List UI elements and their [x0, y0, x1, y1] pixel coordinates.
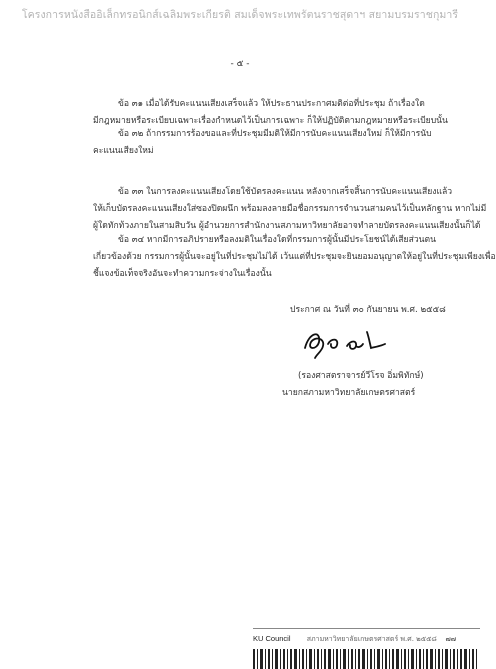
barcode-graphic	[253, 649, 480, 669]
footer-document-title: สภามหาวิทยาลัยเกษตรศาสตร์ พ.ศ. ๒๕๕๘	[306, 635, 437, 643]
announcement-date: ประกาศ ณ วันที่ ๓๐ กันยายน พ.ศ. ๒๕๕๘	[290, 305, 446, 315]
footer-brand: KU Council	[253, 634, 291, 643]
clause-line: มีกฎหมายหรือระเบียบเฉพาะเรื่องกำหนดไว้เป็นการเฉพาะ ก็ให้ปฏิบัติตามกฎหมายหรือระเบียบนั้น	[93, 116, 448, 126]
clause-34	[93, 232, 496, 283]
signer-name: (รองศาสตราจารย์วีโรจ อิ่มพิทักษ์)	[298, 371, 424, 381]
clause-line: ชี้แจงข้อเท็จจริงอันจะทำความกระจ่างในเรื่องนั้น	[93, 269, 272, 279]
clause-33	[93, 184, 487, 235]
clause-line: คะแนนเสียงใหม่	[93, 146, 154, 156]
clause-line: เกี่ยวข้องด้วย กรรมการผู้นั้นจะอยู่ในที่ประชุมไม่ได้ เว้นแต่ที่ประชุมจะยินยอมอนุญาตให้อยู่ในที่ประชุมเพียงเพื่อ	[93, 252, 496, 262]
header-banner: โครงการหนังสืออิเล็กทรอนิกส์เฉลิมพระเกียรติ สมเด็จพระเทพรัตนราชสุดาฯ สยามบรมราชกุมารี	[21, 9, 459, 21]
clause-32	[93, 126, 432, 160]
clause-line: ข้อ ๓๒ ถ้ากรรมการร้องขอและที่ประชุมมีมติให้มีการนับคะแนนเสียงใหม่ ก็ให้มีการนับ	[118, 129, 432, 139]
page-footer	[253, 634, 480, 645]
footer-rule	[253, 628, 480, 629]
footer-page-number: ๗๗	[445, 635, 456, 643]
page-number: - ๕ -	[230, 59, 250, 69]
clause-31	[93, 96, 448, 130]
signer-title: นายกสภามหาวิทยาลัยเกษตรศาสตร์	[282, 388, 416, 398]
handwritten-signature	[295, 320, 390, 360]
clause-line: ผู้ใดทักท้วงภายในสามสิบวัน ผู้อำนวยการสำนักงานสภามหาวิทยาลัยอาจทำลายบัตรลงคะแนนเสียงนั้นก็ได้	[93, 221, 481, 231]
clause-line: ข้อ ๓๔ หากมีการอภิปรายหรือลงมติในเรื่องใดที่กรรมการผู้นั้นมีประโยชน์ได้เสียส่วนตน	[118, 235, 436, 245]
clause-line: ข้อ ๓๑ เมื่อได้รับคะแนนเสียงเสร็จแล้ว ให้ประธานประกาศมติต่อที่ประชุม ถ้าเรื่องใด	[118, 99, 425, 109]
clause-line: ให้เก็บบัตรลงคะแนนเสียงใส่ซองปิดผนึก พร้อมลงลายมือชื่อกรรมการจำนวนสามคนไว้เป็นหลักฐาน หากไม่มี	[93, 204, 487, 214]
clause-line: ข้อ ๓๓ ในการลงคะแนนเสียงโดยใช้บัตรลงคะแนน หลังจากเสร็จสิ้นการนับคะแนนเสียงแล้ว	[118, 187, 453, 197]
